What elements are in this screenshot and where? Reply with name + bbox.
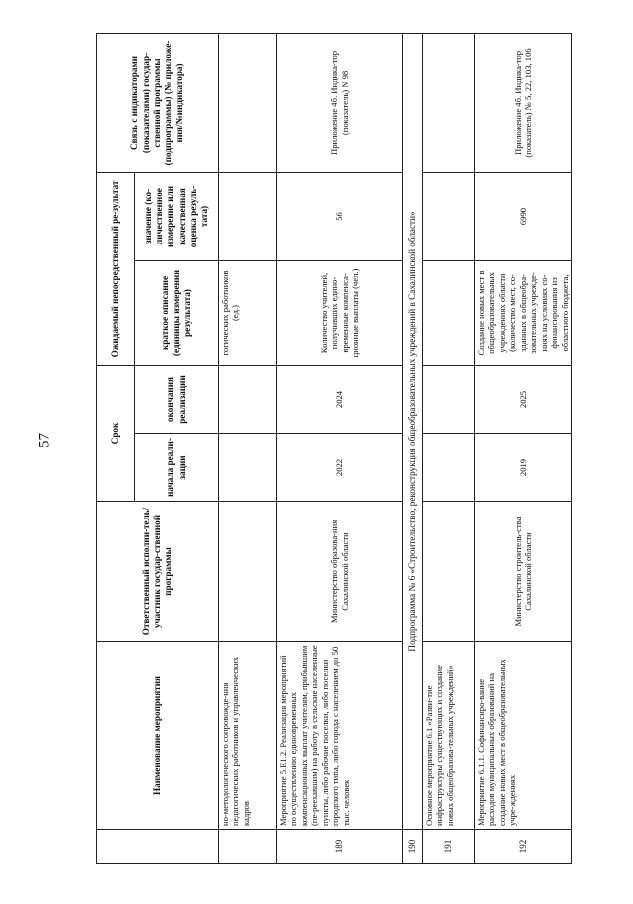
row-number: 192 [475, 830, 572, 864]
row-start: 2019 [475, 434, 572, 502]
header-term-start: начала реали-зации [135, 434, 219, 502]
row-number: 190 [403, 830, 423, 864]
row-name: Мероприятие 5.Е1.2. Реализация мероприятий по осуществлению единовременных компенсационных выплат учителям, прибывшим (пе-реехавшим) на работу в сельские населенные пункты, либо рабочие поселки, либо поселки городского типа, либо города с населением до 50 тыс. человек [277, 642, 403, 830]
row-desc: Создание новых мест в общеобразовательных учреждениях области (количество мест, со-зданных в общеобра-зовательных учрежде-ниях на условиях со-финансирования из областного бюджета, [475, 260, 572, 365]
page-number: 57 [36, 433, 53, 448]
row-start: 2022 [277, 434, 403, 502]
table-row [277, 33, 403, 863]
row-end [423, 365, 475, 433]
row-number: 189 [277, 830, 403, 864]
row-end: 2025 [475, 365, 572, 433]
row-start [219, 434, 277, 502]
row-executor [423, 502, 475, 642]
header-result: Ожидаемый непосредственный ре-зультат [97, 172, 135, 365]
table-row [475, 33, 572, 863]
row-executor: Министерство строитель-ства Сахалинской области [475, 502, 572, 642]
row-desc: Количество учителей, получивших едино-временные компенса-ционные выплаты (чел.) [277, 260, 403, 365]
row-value [219, 172, 277, 260]
row-link: Приложение 4б. Индика-тор (показатель) № 5, 22, 103, 106 [475, 33, 572, 172]
row-start [423, 434, 475, 502]
row-value [423, 172, 475, 260]
subprogram-heading: Подпрограмма № 6 «Строительство, реконструкция общеобразовательных учреждений в Сахалинской области» [403, 33, 423, 829]
row-link: Приложение 4б. Индика-тор (показатель) N 98 [277, 33, 403, 172]
row-name: но-методологического сопровожде-ния педагогических работников и управленческих кадров [219, 642, 277, 830]
row-number [219, 830, 277, 864]
row-end: 2024 [277, 365, 403, 433]
header-num [97, 830, 219, 864]
header-term-end: окончания реализации [135, 365, 219, 433]
table-row [219, 33, 277, 863]
row-name: Мероприятие 6.1.1. Софинансиро-вание расходов муниципальных образований на создание новых мест в общеобразовательных учре-ждениях [475, 642, 572, 830]
row-name: Основное мероприятие 6.1 «Разви-тие инфраструктуры существующих и создание новых общеобразова-тельных учреждений» [423, 642, 475, 830]
row-executor: Министерство образова-ния Сахалинской области [277, 502, 403, 642]
header-executor: Ответственный исполни-тель/участник государ-ственной программы [97, 502, 219, 642]
header-term: Срок [97, 365, 135, 501]
table-row [423, 33, 475, 863]
row-number: 191 [423, 830, 475, 864]
row-desc [423, 260, 475, 365]
table-row [403, 33, 423, 863]
header-result-desc: краткое описание (единицы измерения результата) [135, 260, 219, 365]
row-link [219, 33, 277, 172]
row-executor [219, 502, 277, 642]
row-desc: гогических работников (ед.) [219, 260, 277, 365]
row-end [219, 365, 277, 433]
header-link: Связь с индикаторами (показателями) государ-ственной программы (подпрограммы) (№ приложе-ния/№индикатора) [97, 33, 219, 172]
rotated-table-wrapper [96, 34, 570, 864]
header-result-value: значение (ко-личественное измерение или качественная оценка резуль-тата) [135, 172, 219, 260]
row-value: 6990 [475, 172, 572, 260]
row-link [423, 33, 475, 172]
measures-table [96, 33, 572, 864]
header-name: Наименование мероприятия [97, 642, 219, 830]
row-value: 56 [277, 172, 403, 260]
